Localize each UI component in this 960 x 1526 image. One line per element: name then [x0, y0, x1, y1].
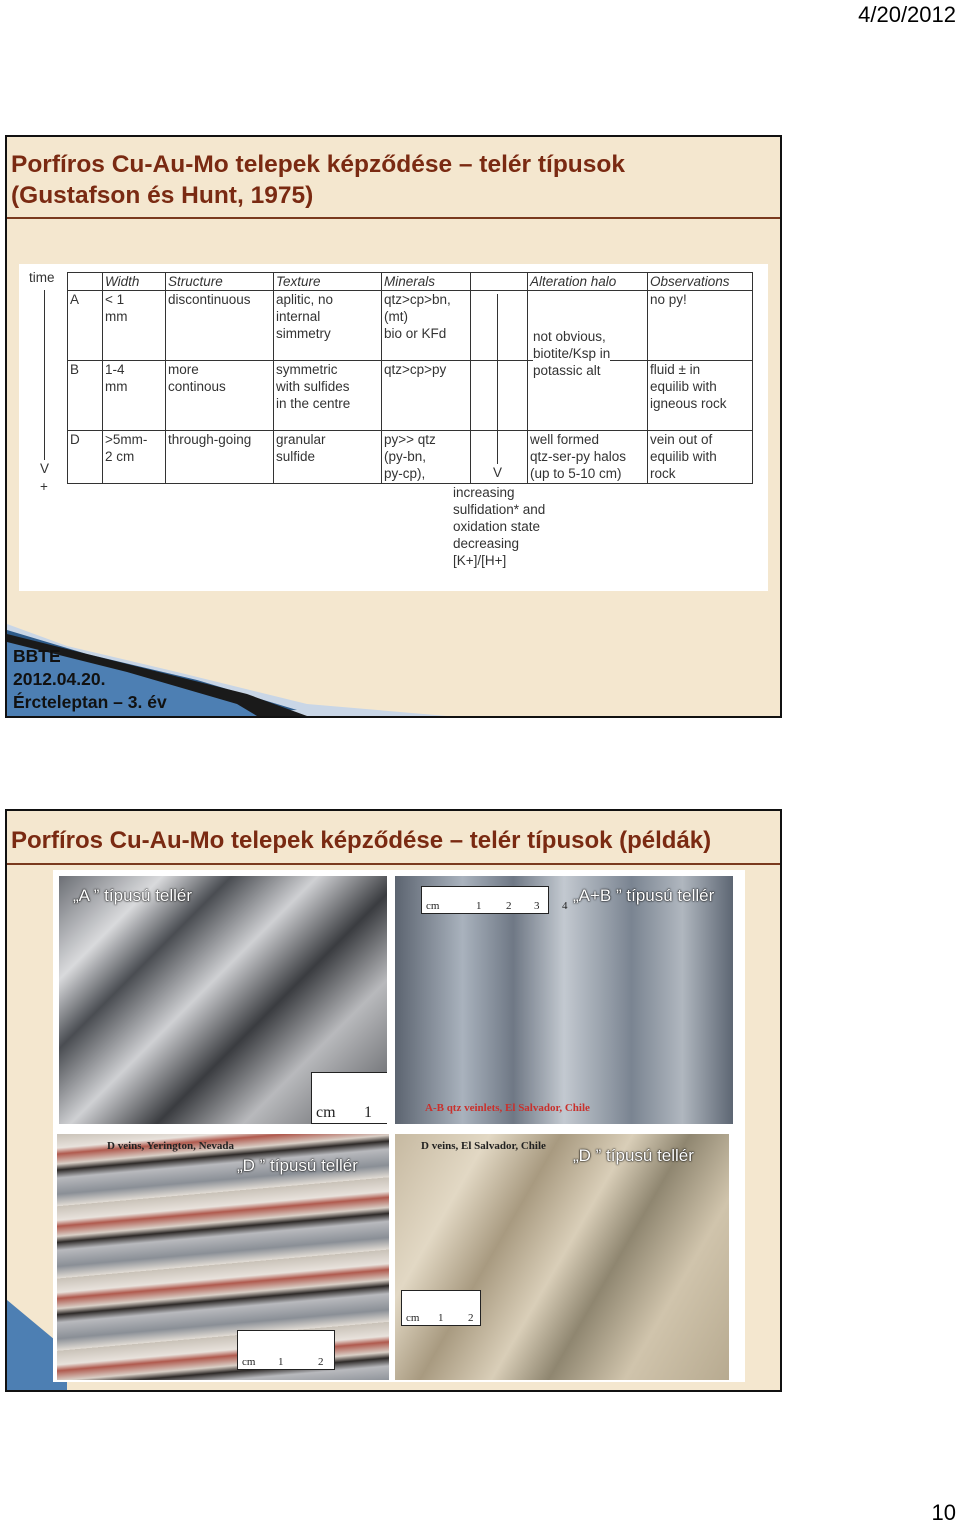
table-row-b: [68, 361, 753, 431]
cell-alteration: well formed qtz-ser-py halos (up to 5-10 cm): [528, 431, 648, 484]
time-axis-plus: +: [40, 479, 48, 494]
photo-grid: [53, 870, 745, 1382]
photo-label: D veins, El Salvador, Chile: [421, 1140, 546, 1152]
cell-width: >5mm- 2 cm: [103, 431, 166, 484]
header-minerals: Minerals: [382, 273, 471, 291]
ruler-label: cm: [242, 1356, 256, 1368]
cell-arrow: [471, 291, 528, 361]
footer-line1: BBTE: [13, 646, 61, 666]
scale-ruler: [237, 1330, 335, 1370]
photo-label: D veins, Yerington, Nevada: [107, 1140, 235, 1152]
photo-d-vein-yerington: [57, 1134, 389, 1380]
cell-type: B: [68, 361, 103, 431]
vein-table-figure: [19, 264, 768, 591]
header-structure: Structure: [166, 273, 274, 291]
header-width: Width: [103, 273, 166, 291]
cell-texture: granular sulfide: [274, 431, 382, 484]
slide-title-line1: Porfíros Cu-Au-Mo telepek képződése – telér típusok: [11, 151, 625, 178]
header-observations: Observations: [648, 273, 753, 291]
header-texture: Texture: [274, 273, 382, 291]
photo-caption: „A ” típusú tellér: [73, 886, 193, 905]
table-row-a: [68, 291, 753, 361]
header-alteration: Alteration halo: [528, 273, 648, 291]
ruler-label: 2: [468, 1312, 474, 1324]
cell-observations: fluid ± in equilib with igneous rock: [648, 361, 753, 431]
cell-texture: symmetric with sulfides in the centre: [274, 361, 382, 431]
footer-line2: 2012.04.20.: [13, 669, 106, 689]
time-axis-arrow: V: [40, 461, 50, 476]
slide-vein-examples: [5, 809, 782, 1392]
vein-types-table: [67, 272, 753, 484]
time-label: time: [29, 270, 55, 285]
slide-title: Porfíros Cu-Au-Mo telepek képződése – telér típusok (példák): [11, 827, 712, 854]
cell-texture: aplitic, no internal simmetry: [274, 291, 382, 361]
ruler-label: 1: [364, 1104, 372, 1121]
photo-a-vein: [59, 876, 387, 1124]
cell-minerals: qtz>cp>bn, (mt) bio or KFd: [382, 291, 471, 361]
header-type: [68, 273, 103, 291]
cell-structure: more continous: [166, 361, 274, 431]
page-number: 10: [931, 1500, 956, 1525]
alteration-ab-note: not obvious, biotite/Ksp in potassic alt: [533, 329, 611, 378]
slide-vein-types-table: [5, 135, 782, 718]
footer-text: [13, 645, 167, 714]
photo-ab-vein: [395, 876, 733, 1124]
slide-title-line2: (Gustafson és Hunt, 1975): [11, 182, 314, 209]
cell-observations: no py!: [648, 291, 753, 361]
ruler-label: 1: [438, 1312, 444, 1324]
photo-label: A-B qtz veinlets, El Salvador, Chile: [425, 1102, 590, 1114]
ruler-label: 4: [562, 900, 568, 912]
ruler-label: cm: [406, 1312, 420, 1324]
footer-line3: Ércteleptan – 3. év: [13, 692, 167, 712]
cell-type: D: [68, 431, 103, 484]
sulfidation-arrow-head: V: [493, 465, 503, 480]
ruler-label: cm: [316, 1104, 336, 1121]
time-axis-line: [44, 290, 45, 460]
sulfidation-note: increasing sulfidation* and oxidation state decreasing [K+]/[H+]: [453, 485, 546, 568]
cell-structure: discontinuous: [166, 291, 274, 361]
table-header-row: [68, 273, 753, 291]
cell-arrow: [471, 361, 528, 431]
ruler-label: 3: [534, 900, 540, 912]
ruler-label: 2: [506, 900, 512, 912]
cell-minerals: qtz>cp>py: [382, 361, 471, 431]
slide-title: [11, 149, 625, 211]
ruler-label: 1: [476, 900, 482, 912]
title-divider: [7, 863, 780, 865]
cell-width: < 1 mm: [103, 291, 166, 361]
cell-minerals: py>> qtz (py-bn, py-cp),: [382, 431, 471, 484]
cell-observations: vein out of equilib with rock: [648, 431, 753, 484]
photo-caption: „D ” típusú tellér: [573, 1146, 694, 1165]
photo-caption: „A+B ” típusú tellér: [573, 886, 715, 905]
header-arrow: [471, 273, 528, 291]
title-divider: [7, 217, 780, 219]
cell-width: 1-4 mm: [103, 361, 166, 431]
scale-ruler: [421, 886, 568, 914]
table-row-d: [68, 431, 753, 484]
scale-ruler: [401, 1290, 481, 1326]
ruler-label: 1: [278, 1356, 284, 1368]
ruler-label: 2: [318, 1356, 324, 1368]
scale-ruler: [311, 1072, 387, 1124]
ruler-label: cm: [426, 900, 440, 912]
photo-caption: „D ” típusú tellér: [237, 1156, 358, 1175]
cell-type: A: [68, 291, 103, 361]
photo-d-vein-el-salvador: [395, 1134, 729, 1380]
sulfidation-arrow-line: [497, 294, 498, 464]
cell-structure: through-going: [166, 431, 274, 484]
page-date: 4/20/2012: [858, 2, 956, 27]
